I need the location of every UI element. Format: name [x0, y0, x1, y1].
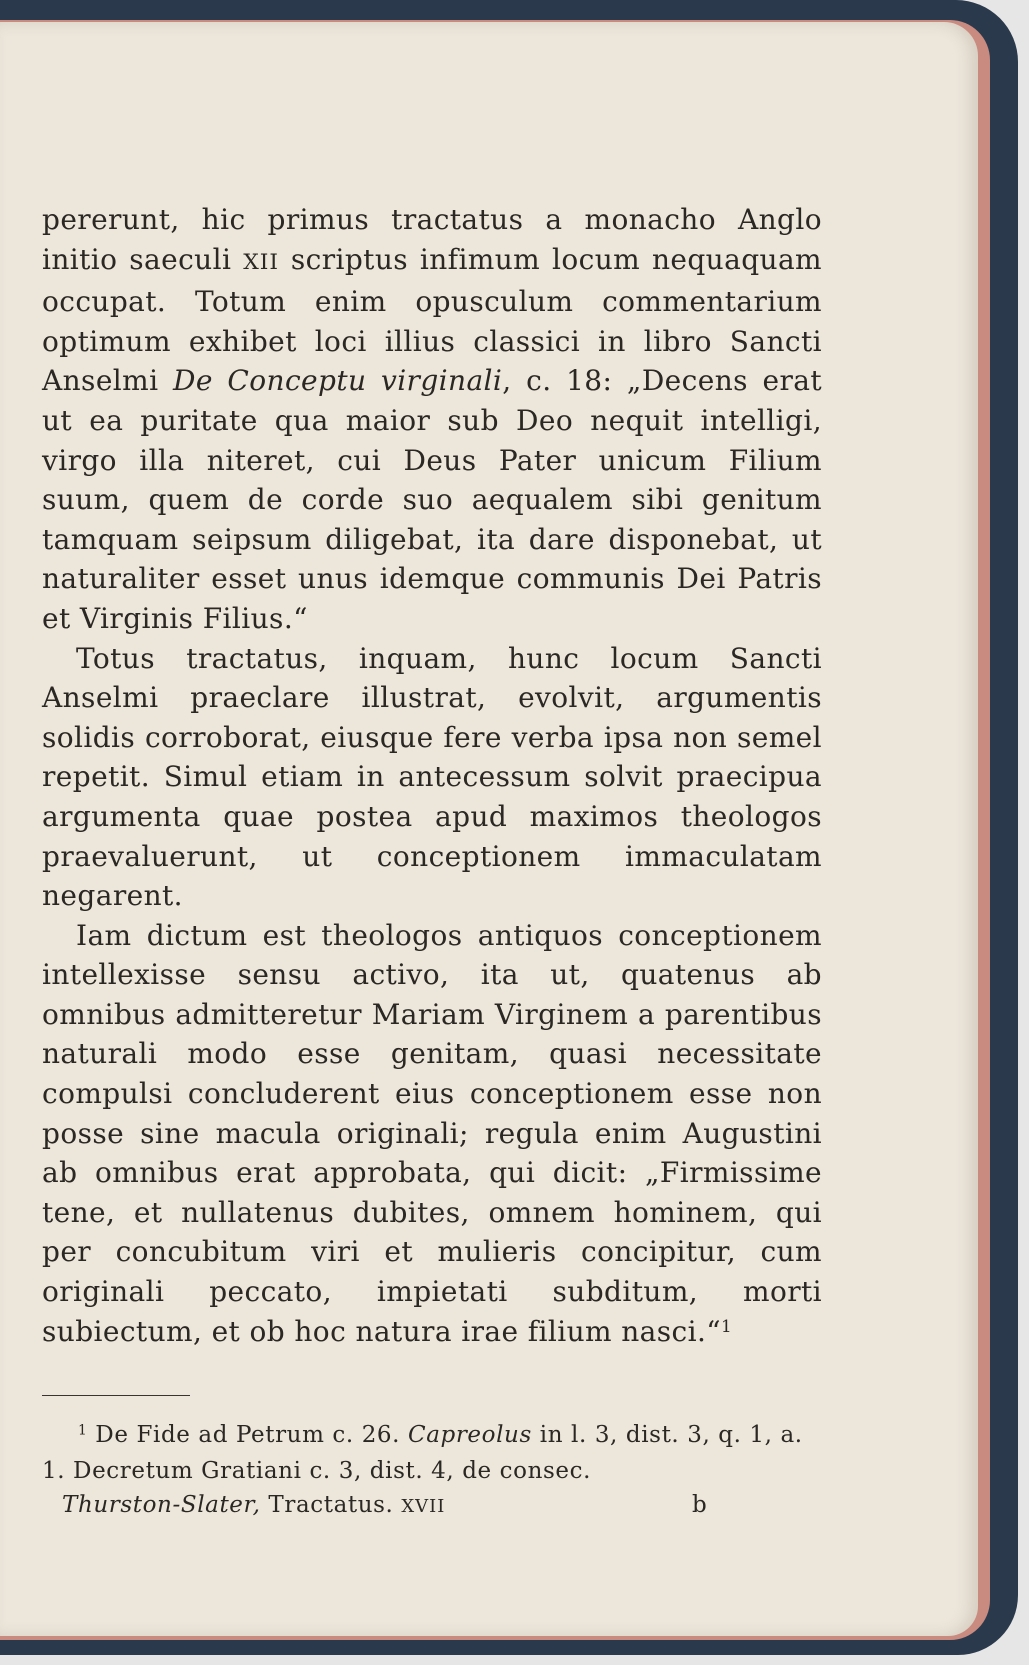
signature-work: Tractatus.	[260, 1492, 402, 1518]
body-text	[42, 200, 822, 1351]
signature-letter: b	[692, 1492, 708, 1518]
footnote-mark: 1	[78, 1422, 88, 1439]
footnote-mark: 1	[721, 1315, 733, 1336]
text-run: Iam dictum est theologos antiquos conceptionem intellexisse sensu activo, ita ut, quatenus ab omnibus admitteretur Mariam Virginem a parentibus naturali modo esse genitam, quasi necessitate compulsi concluderent eius conceptionem esse non posse sine macula originali; regula enim Augustini ab omnibus erat approbata, qui dicit: „Firmissime tene, et nullatenus dubites, omnem hominem, qui per concubitum viri et mulieris concipitur, cum originali peccato, impietati subditum, morti subiectum, et ob hoc natura irae filium nasci.“	[42, 918, 822, 1348]
text-run: scriptus infimum locum nequaquam occupat. Totum enim opusculum commentarium optimum exhibet loci illius classici in libro Sancti Anselmi	[42, 242, 822, 398]
footnotes	[42, 1417, 822, 1489]
paragraph-2	[42, 639, 822, 916]
printer-signature	[62, 1492, 742, 1518]
paragraph-1	[42, 200, 822, 639]
signature-author: Thurston-Slater,	[62, 1492, 261, 1518]
text-run: Totus tractatus, inquam, hunc locum Sancti Anselmi praeclare illustrat, evolvit, argumentis solidis corroborat, eiusque fere verba ipsa non semel repetit. Simul etiam in antecessum solvit praecipua argumenta quae postea apud maximos theologos praevaluerunt, ut conceptionem immaculatam negarent.	[42, 641, 822, 913]
roman-numeral: XII	[243, 249, 279, 275]
text-run: in l. 3, dist. 3, q. 1, a. 1. Decretum Gratiani c. 3, dist. 4, de consec.	[42, 1422, 803, 1484]
italic-text: De Conceptu virginali	[173, 364, 503, 398]
book-page	[0, 22, 978, 1636]
text-run: pererunt, hic primus tractatus a monacho Anglo initio saeculi	[42, 203, 822, 276]
signature-numeral: XVII	[401, 1496, 446, 1517]
text-run: , c. 18: „Decens erat ut ea puritate qua maior sub Deo nequit intelligi, virgo illa niteret, cui Deus Pater unicum Filium suum, quem de corde suo aequalem sibi genitum tamquam seipsum diligebat, ita dare disponebat, ut naturaliter esset unus idemque communis Dei Patris et Virginis Filius.“	[42, 364, 822, 635]
paragraph-3	[42, 916, 822, 1352]
footnote-1	[42, 1417, 822, 1489]
footnote-divider	[42, 1395, 190, 1396]
italic-text: Capreolus	[408, 1422, 532, 1448]
text-run: De Fide ad Petrum c. 26.	[87, 1422, 408, 1448]
